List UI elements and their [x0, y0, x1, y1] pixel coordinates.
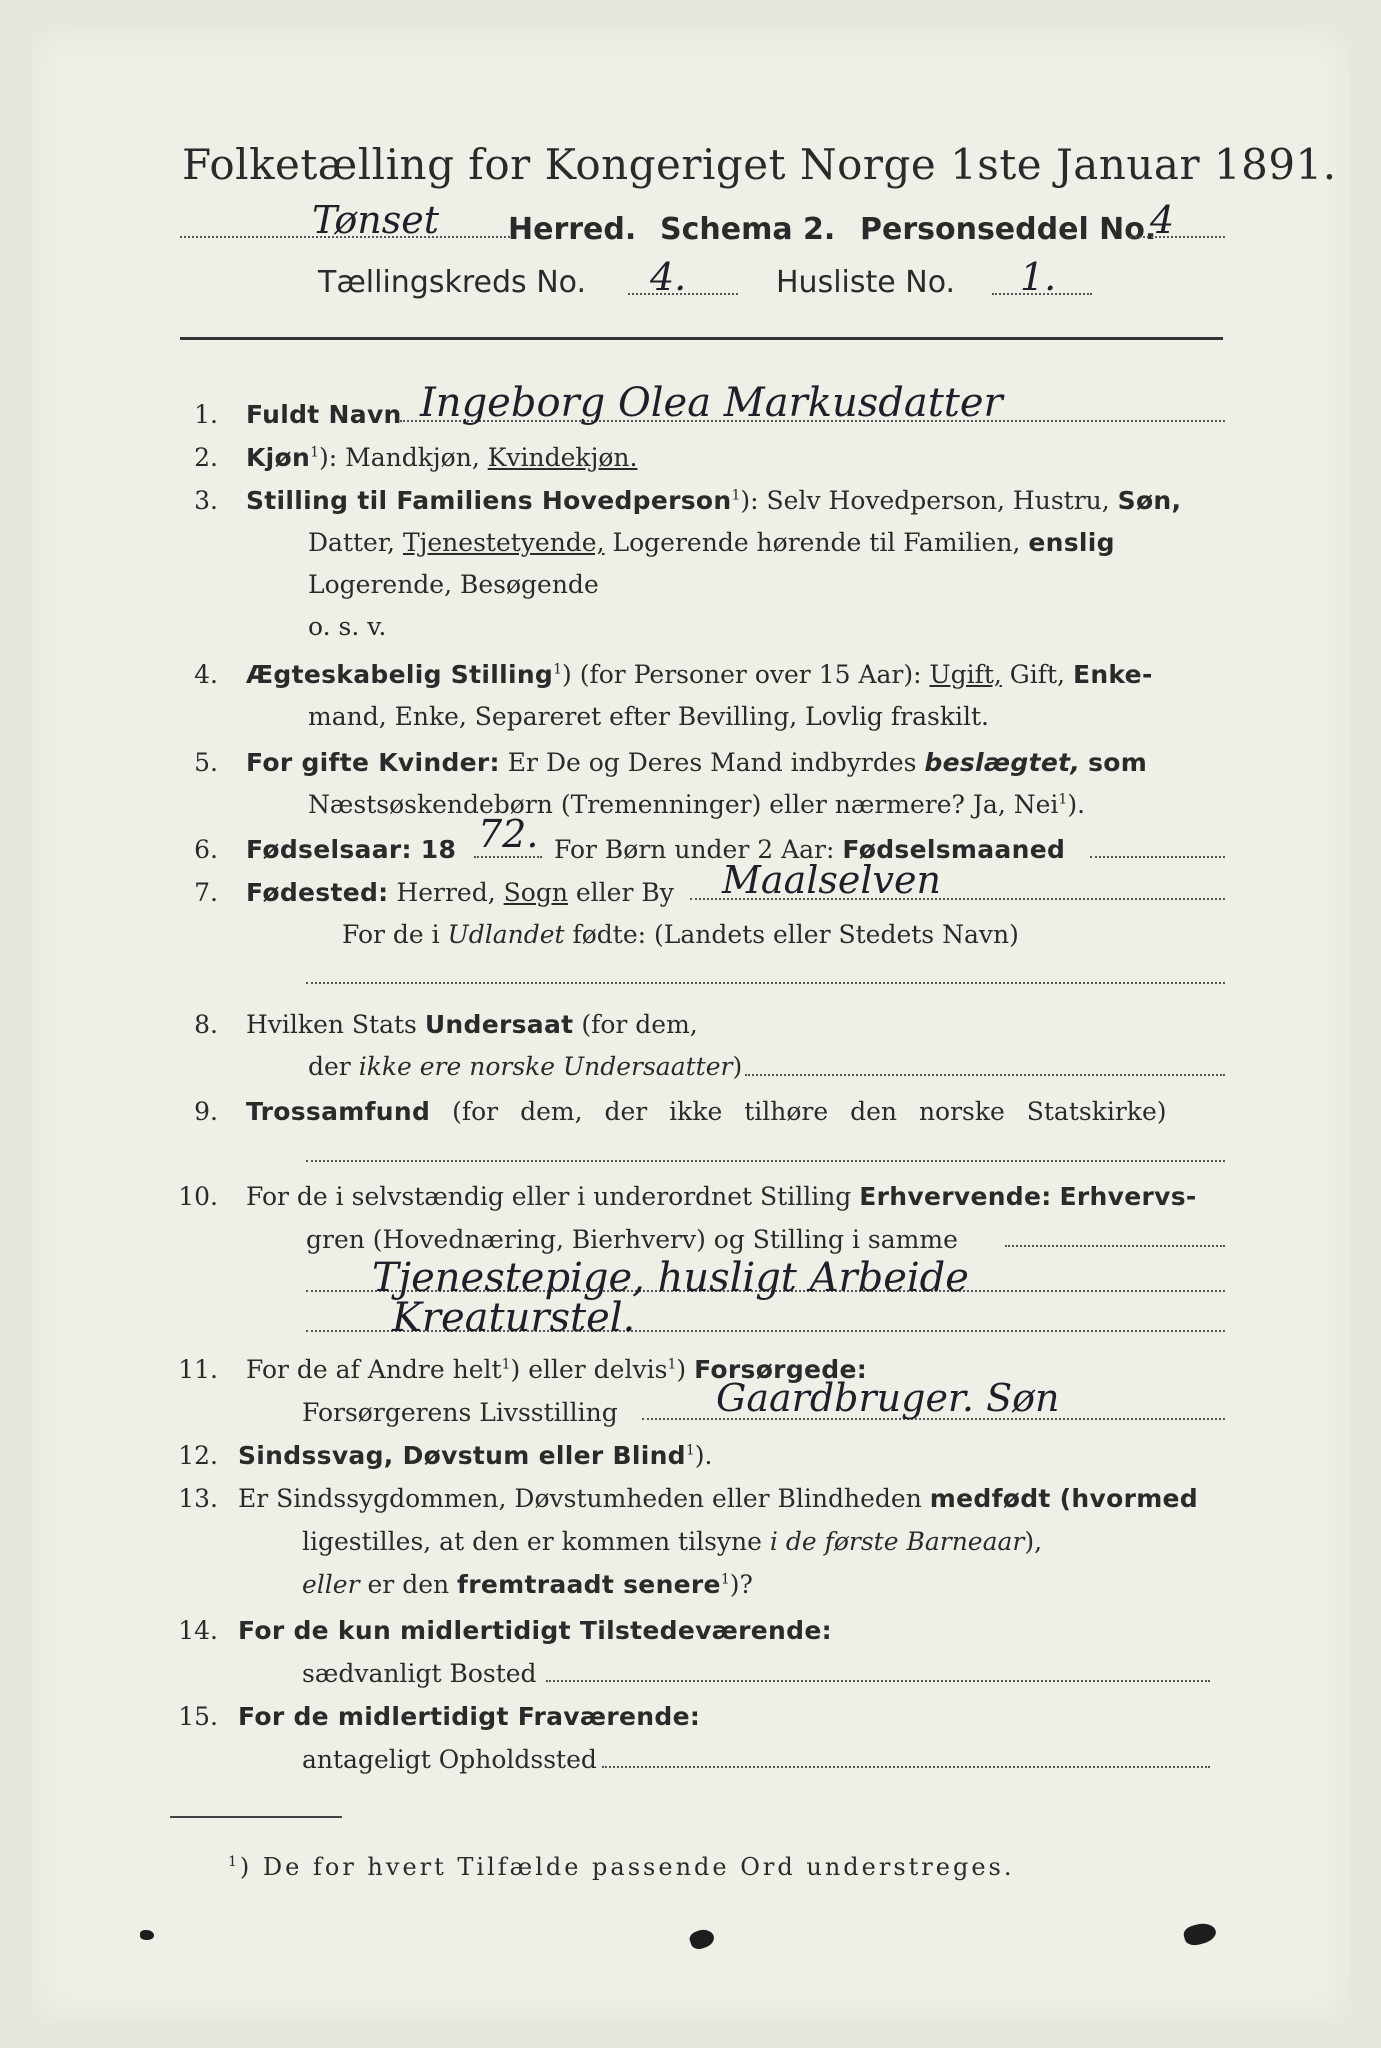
q3-line4: o. s. v.: [308, 612, 387, 641]
kreds-label: Tællingskreds No.: [318, 265, 586, 300]
herred-value: Tønset: [312, 198, 440, 242]
q1-number: 1.: [194, 400, 218, 429]
q5-line2: Næstsøskendebørn (Tremenninger) eller nærmere? Ja, Nei$^1$).: [308, 790, 1086, 819]
q7-line2: For de i Udlandet fødte: (Landets eller Stedets Navn): [342, 920, 1019, 949]
q11-line1: For de af Andre helt$^1$) eller delvis$^1$) Forsørgede:: [246, 1355, 868, 1384]
personseddel-value: 4: [1150, 198, 1175, 242]
q2-text: Kjøn$^1$): Mandkjøn, Kvindekjøn.: [246, 443, 638, 472]
q6-label: Fødselsaar: 18: [246, 835, 457, 864]
q15-line2: antageligt Opholdssted: [302, 1745, 597, 1774]
q13-line2: ligestilles, at den er kommen tilsyne i de første Barneaar),: [302, 1527, 1043, 1556]
q6-answer: 72.: [478, 812, 539, 856]
q10-line-a: [1005, 1245, 1225, 1247]
q10-line2: gren (Hovednæring, Bierhverv) og Stilling i samme: [306, 1225, 958, 1254]
q15-line1: For de midlertidigt Fraværende:: [238, 1702, 701, 1731]
q7-answer: Maalselven: [722, 858, 941, 902]
q5-line1: For gifte Kvinder: Er De og Deres Mand indbyrdes beslægtet, som: [246, 748, 1148, 777]
q3-line3: Logerende, Besøgende: [308, 570, 599, 599]
q8-number: 8.: [194, 1010, 218, 1039]
q9-line: [306, 1160, 1225, 1162]
personseddel-label: Personseddel No.: [860, 212, 1157, 247]
footnote: $^1$) De for hvert Tilfælde passende Ord understreges.: [228, 1853, 1015, 1881]
schema-label: Schema 2.: [660, 212, 836, 247]
q7-abroad-line: [306, 982, 1225, 984]
q10-number: 10.: [178, 1182, 218, 1211]
header-rule: [180, 337, 1223, 340]
q3-line2: Datter, Tjenestetyende, Logerende hørende til Familien, enslig: [308, 528, 1115, 557]
q8-line: [745, 1074, 1225, 1076]
q13-line1: Er Sindssygdommen, Døvstumheden eller Blindheden medfødt (hvormed: [238, 1484, 1198, 1513]
footnote-rule: [170, 1816, 342, 1818]
q9-number: 9.: [194, 1097, 218, 1126]
husliste-label: Husliste No.: [776, 265, 956, 300]
q6-number: 6.: [194, 835, 218, 864]
q7-number: 7.: [194, 878, 218, 907]
q12-number: 12.: [178, 1441, 218, 1470]
q15-line: [602, 1766, 1210, 1768]
ink-blot: [140, 1930, 154, 1940]
q8-line2: der ikke ere norske Undersaatter): [308, 1052, 743, 1081]
q14-line2: sædvanligt Bosted: [302, 1659, 537, 1688]
personseddel-line: [1130, 236, 1225, 238]
q11-answer: Gaardbruger. Søn: [716, 1376, 1060, 1420]
q1-answer: Ingeborg Olea Markusdatter: [420, 380, 1003, 426]
q14-number: 14.: [178, 1616, 218, 1645]
q1-label: Fuldt Navn: [246, 400, 402, 429]
q10-line1: For de i selvstændig eller i underordnet Stilling Erhvervende: Erhvervs-: [246, 1182, 1197, 1211]
q4-number: 4.: [194, 660, 218, 689]
q6-year-line: [474, 856, 542, 858]
q9-line1: Trossamfund (for dem, der ikke tilhøre den norske Statskirke): [246, 1097, 1167, 1126]
form-title: Folketælling for Kongeriget Norge 1ste Januar 1891.: [182, 140, 1337, 189]
q5-number: 5.: [194, 748, 218, 777]
husliste-value: 1.: [1020, 255, 1057, 299]
q13-line3: eller er den fremtraadt senere$^1$)?: [302, 1570, 753, 1599]
q11-number: 11.: [178, 1355, 218, 1384]
q10-answer2: Kreaturstel.: [392, 1295, 636, 1341]
q4-line1: Ægteskabelig Stilling$^1$) (for Personer over 15 Aar): Ugift, Gift, Enke-: [246, 660, 1153, 689]
q6-rest: For Børn under 2 Aar: Fødselsmaaned: [554, 835, 1066, 864]
q12-line1: Sindssvag, Døvstum eller Blind$^1$).: [238, 1441, 713, 1470]
q15-number: 15.: [178, 1702, 218, 1731]
q4-line2: mand, Enke, Separeret efter Bevilling, Lovlig fraskilt.: [308, 702, 989, 731]
q13-number: 13.: [178, 1484, 218, 1513]
q7-line1: Fødested: Herred, Sogn eller By: [246, 878, 674, 907]
q6-month-line: [1090, 856, 1225, 858]
herred-label: Herred.: [508, 212, 637, 247]
q3-number: 3.: [194, 486, 218, 515]
q8-line1: Hvilken Stats Undersaat (for dem,: [246, 1010, 698, 1039]
q14-line1: For de kun midlertidigt Tilstedeværende:: [238, 1616, 832, 1645]
q14-line: [546, 1680, 1210, 1682]
q2-number: 2.: [194, 443, 218, 472]
q3-line1: Stilling til Familiens Hovedperson$^1$): Selv Hovedperson, Hustru, Søn,: [246, 486, 1182, 515]
kreds-value: 4.: [650, 255, 687, 299]
q11-line2: Forsørgerens Livsstilling: [302, 1398, 618, 1427]
q10-answer1: Tjenestepige, husligt Arbeide: [372, 1255, 969, 1301]
